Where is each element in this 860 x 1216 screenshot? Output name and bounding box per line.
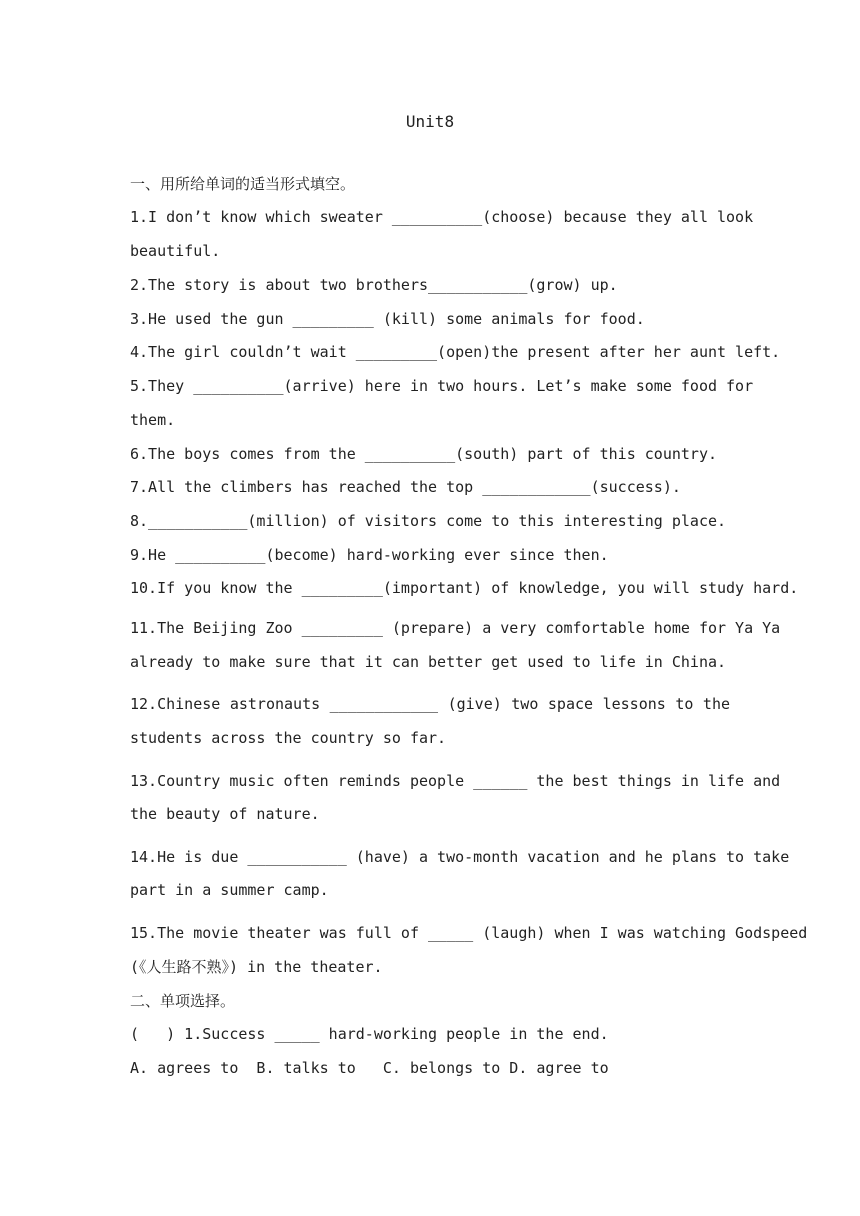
question-line: them. <box>130 411 176 429</box>
section-1-heading: 一、用所给单词的适当形式填空。 <box>130 175 356 193</box>
question-line: 6.The boys comes from the __________(south) part of this country. <box>130 445 717 463</box>
question-line: 14.He is due ___________ (have) a two-month vacation and he plans to take <box>130 848 790 866</box>
question-line: part in a summer camp. <box>130 881 329 899</box>
question-line: 7.All the climbers has reached the top ____________(success). <box>130 478 681 496</box>
question-line: 1.I don’t know which sweater __________(choose) because they all look <box>130 208 754 226</box>
question-line: 2.The story is about two brothers___________(grow) up. <box>130 276 618 294</box>
question-line: 4.The girl couldn’t wait _________(open)the present after her aunt left. <box>130 343 781 361</box>
question-line: (《人生路不熟》) in the theater. <box>130 958 383 976</box>
mcq-question: ( ) 1.Success _____ hard-working people in the end. <box>130 1025 609 1043</box>
question-line: 15.The movie theater was full of _____ (laugh) when I was watching Godspeed <box>130 924 808 942</box>
question-line: 12.Chinese astronauts ____________ (give) two space lessons to the <box>130 695 730 713</box>
question-line: 11.The Beijing Zoo _________ (prepare) a very comfortable home for Ya Ya <box>130 619 781 637</box>
question-line: 3.He used the gun _________ (kill) some animals for food. <box>130 310 645 328</box>
section-2-heading: 二、单项选择。 <box>130 992 236 1010</box>
question-line: 8.___________(million) of visitors come to this interesting place. <box>130 512 727 530</box>
question-line: 5.They __________(arrive) here in two hours. Let’s make some food for <box>130 377 754 395</box>
question-line: 10.If you know the _________(important) of knowledge, you will study hard. <box>130 579 799 597</box>
page-title: Unit8 <box>405 112 455 131</box>
question-line: 9.He __________(become) hard-working ever since then. <box>130 546 609 564</box>
question-line: the beauty of nature. <box>130 805 320 823</box>
mcq-options: A. agrees to B. talks to C. belongs to D. agree to <box>130 1059 609 1077</box>
question-line: 13.Country music often reminds people ______ the best things in life and <box>130 772 781 790</box>
question-line: already to make sure that it can better get used to life in China. <box>130 653 727 671</box>
question-line: students across the country so far. <box>130 729 447 747</box>
question-line: beautiful. <box>130 242 221 260</box>
